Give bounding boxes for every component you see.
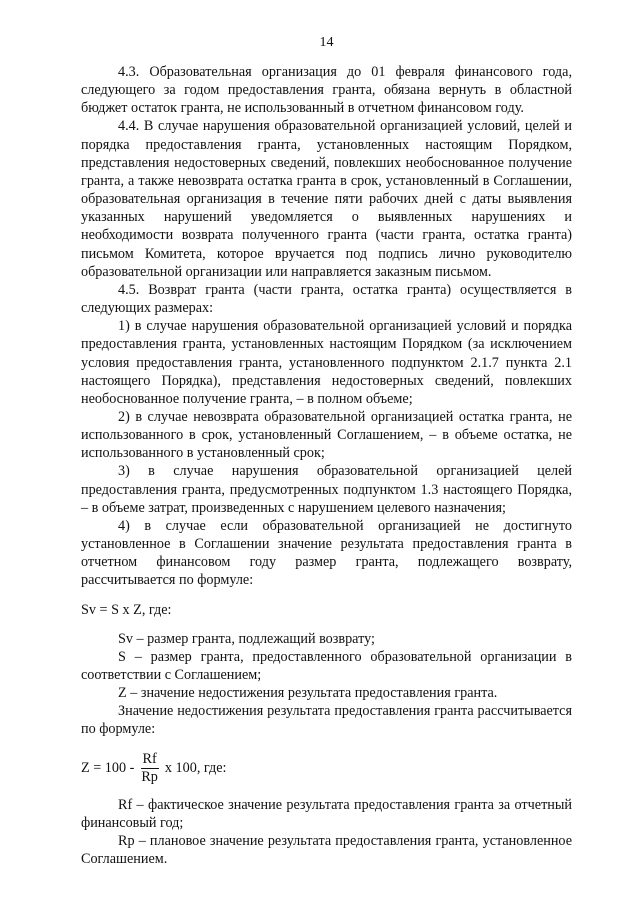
list-item-1: 1) в случае нарушения образовательной организацией условий и порядка предоставления гранта, установленных настоящим Порядком (за исключением условия предоставления гранта, установленного подпунктом 2.1.7 пункта 2.1 настоящего Порядка), представления недостоверных сведений, повлекших необоснованное получение гранта, – в полном объеме; xyxy=(81,318,572,407)
formula-z-denominator: Rp xyxy=(141,768,158,785)
formula-z xyxy=(81,751,572,786)
definition-s: S – размер гранта, предоставленного образовательной организации в соответствии с Соглашением; xyxy=(81,648,572,683)
definition-rp: Rp – плановое значение результата предоставления гранта, установленное Соглашением. xyxy=(81,832,572,868)
formula-z-lhs: Z = 100 - xyxy=(81,760,135,777)
definition-rf: Rf – фактическое значение результата предоставления гранта за отчетный финансовый год; xyxy=(81,796,572,831)
definition-z: Z – значение недостижения результата предоставления гранта. xyxy=(118,685,498,702)
definition-sv: Sv – размер гранта, подлежащий возврату; xyxy=(118,630,375,647)
formula-z-numerator: Rf xyxy=(142,750,157,767)
paragraph-4-5: 4.5. Возврат гранта (части гранта, остатка гранта) осуществляется в следующих размерах: xyxy=(81,281,572,317)
list-item-3: 3) в случае нарушения образовательной организацией целей предоставления гранта, предусмотренных подпунктом 1.3 настоящего Порядка, – в объеме затрат, произведенных с нарушением целевого назначения; xyxy=(81,463,572,516)
page-number: 14 xyxy=(319,35,334,50)
paragraph-4-3: 4.3. Образовательная организация до 01 февраля финансового года, следующего за годом предоставления гранта, обязана вернуть в областной бюджет остаток гранта, не использованный в отчетном финансовом году. xyxy=(81,64,572,117)
list-item-2: 2) в случае невозврата образовательной организацией остатка гранта, не использованного в срок, установленный Соглашением, – в объеме остатка, не использованного в установленный срок; xyxy=(81,408,572,462)
z-formula-intro: Значение недостижения результата предоставления гранта рассчитывается по формуле: xyxy=(81,703,572,738)
formula-sv: Sv = S x Z, где: xyxy=(81,601,172,618)
formula-z-rhs: x 100, где: xyxy=(164,760,227,777)
paragraph-4-4: 4.4. В случае нарушения образовательной организацией условий, целей и порядка предоставления гранта, установленных настоящим Порядком, представления недостоверных сведений, повлекших необоснованное получение гранта, а также невозврата остатка гранта в срок, установленный в Соглашении, образовательная организация в течение пяти рабочих дней с даты выявления указанных нарушений уведомляется о выявленных нарушениях и необходимости возврата полученного гранта (части гранта, остатка гранта) письмом Комитета, которое вручается под подпись лично руководителю образовательной организации или направляется заказным письмом. xyxy=(81,118,572,280)
list-item-4: 4) в случае если образовательной организацией не достигнуто установленное в Соглашении значение результата предоставления гранта в отчетном финансовом году размер гранта, подлежащего возврату, рассчитывается по формуле: xyxy=(81,517,572,589)
formula-z-fraction xyxy=(139,751,160,786)
document-body xyxy=(81,63,572,868)
